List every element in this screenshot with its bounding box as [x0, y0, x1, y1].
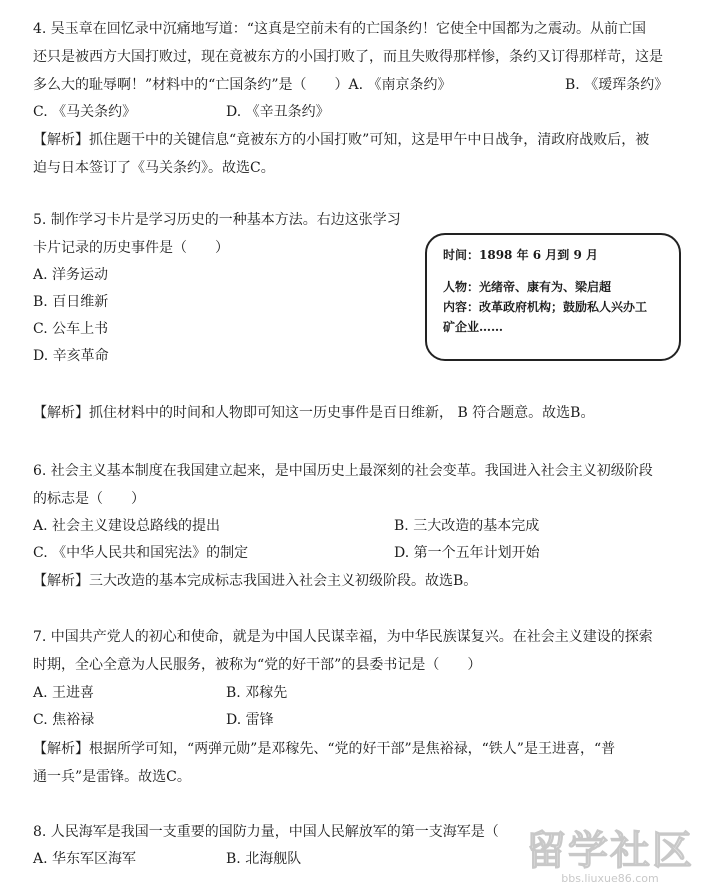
q5-stem-line2: 卡片记录的历史事件是（ ）: [33, 240, 229, 256]
q7-option-a: A. 王进喜: [33, 685, 95, 701]
study-card: [425, 233, 681, 361]
q6-option-b: B. 三大改造的基本完成: [394, 518, 540, 534]
q4-stem-line3: 多么大的耻辱啊！”材料中的“亡国条约”是（ ）A. 《南京条约》: [33, 77, 452, 93]
q8-option-b: B. 北海舰队: [226, 851, 302, 867]
study-card-content-line1: 内容：改革政府机构；鼓励私人兴办工: [443, 300, 648, 314]
site-watermark: [526, 829, 694, 885]
q4-stem-line1: 4. 吴玉章在回忆录中沉痛地写道：“这真是空前未有的亡国条约！它使全中国都为之震动。从前亡国: [33, 21, 646, 37]
q5-option-b: B. 百日维新: [33, 294, 109, 310]
q5-option-a: A. 洋务运动: [33, 267, 109, 283]
q6-option-c: C. 《中华人民共和国宪法》的制定: [33, 545, 249, 561]
q4-option-c: C. 《马关条约》: [33, 104, 137, 120]
study-card-people: 人物：光绪帝、康有为、梁启超: [443, 280, 612, 294]
q4-stem-line2: 还只是被西方大国打败过，现在竟被东方的小国打败了，而且失败得那样惨，条约又订得那样苛，这是: [33, 49, 663, 65]
q7-option-d: D. 雷锋: [226, 712, 274, 728]
q6-analysis: 【解析】三大改造的基本完成标志我国进入社会主义初级阶段。故选B。: [33, 573, 478, 589]
q7-stem-line1: 7. 中国共产党人的初心和使命，就是为中国人民谋幸福，为中华民族谋复兴。在社会主义建设的探索: [33, 629, 653, 645]
q5-option-c: C. 公车上书: [33, 321, 109, 337]
q7-analysis-line1: 【解析】根据所学可知，“两弹元勋”是邓稼先、“党的好干部”是焦裕禄，“铁人”是王进喜，“普: [33, 741, 616, 757]
q7-analysis-line2: 通一兵”是雷锋。故选C。: [33, 769, 191, 785]
q4-analysis-line1: 【解析】抓住题干中的关键信息“竟被东方的小国打败”可知，这是甲午中日战争，清政府战败后，被: [33, 132, 650, 148]
q7-option-b: B. 邓稼先: [226, 685, 288, 701]
q4-option-d: D. 《辛丑条约》: [226, 104, 330, 120]
q6-option-d: D. 第一个五年计划开始: [394, 545, 540, 561]
watermark-logo-text: 留学社区: [526, 828, 694, 874]
q8-stem-line1: 8. 人民海军是我国一支重要的国防力量，中国人民解放军的第一支海军是（: [33, 824, 499, 840]
q8-option-a: A. 华东军区海军: [33, 851, 137, 867]
study-card-content-line2: 矿企业……: [443, 320, 504, 334]
q6-stem-line2: 的标志是（ ）: [33, 491, 145, 507]
watermark-url: bbs.liuxue86.com: [561, 872, 659, 885]
q6-stem-line1: 6. 社会主义基本制度在我国建立起来，是中国历史上最深刻的社会变革。我国进入社会主义初级阶段: [33, 463, 653, 479]
q6-option-a: A. 社会主义建设总路线的提出: [33, 518, 221, 534]
q7-option-c: C. 焦裕禄: [33, 712, 95, 728]
q5-analysis: 【解析】抓住材料中的时间和人物即可知这一历史事件是百日维新， B 符合题意。故选B。: [33, 405, 595, 421]
q4-analysis-line2: 迫与日本签订了《马关条约》。故选C。: [33, 160, 275, 176]
q4-option-b: B. 《瑷珲条约》: [565, 77, 669, 93]
q5-stem-line1: 5. 制作学习卡片是学习历史的一种基本方法。右边这张学习: [33, 212, 401, 228]
q5-option-d: D. 辛亥革命: [33, 348, 109, 364]
study-card-time: 时间：1898 年 6 月到 9 月: [443, 248, 598, 262]
q7-stem-line2: 时期，全心全意为人民服务，被称为“党的好干部”的县委书记是（ ）: [33, 657, 482, 673]
